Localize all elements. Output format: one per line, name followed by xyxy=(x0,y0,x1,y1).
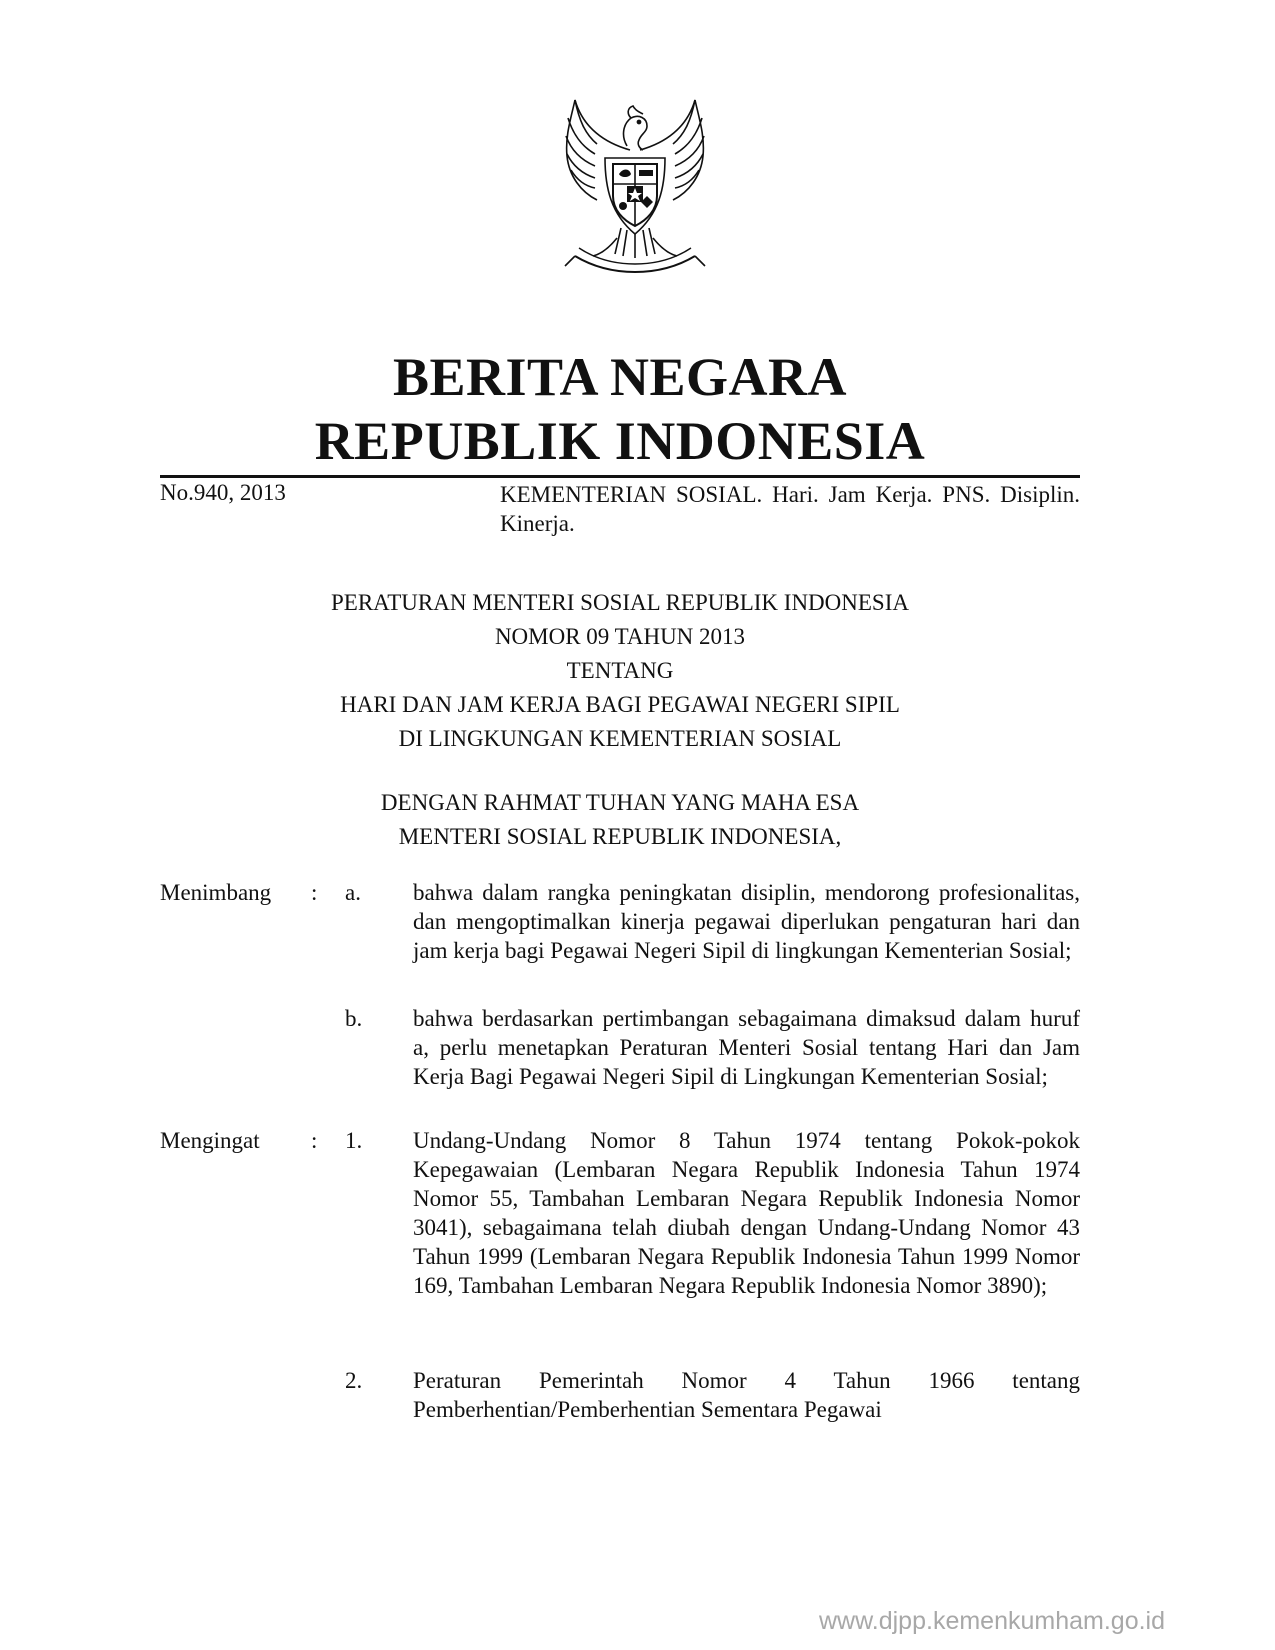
issue-number: No.940, 2013 xyxy=(160,480,286,505)
mengingat-label: Mengingat xyxy=(160,1128,260,1153)
regulation-title-line3: TENTANG xyxy=(566,658,674,683)
mengingat-item-2-marker: 2. xyxy=(345,1368,363,1393)
mengingat-item-2-text: Peraturan Pemerintah Nomor 4 Tahun 1966 tentang Pemberhentian/Pemberhentian Sementara Pegawai xyxy=(413,1368,1080,1422)
menimbang-label: Menimbang xyxy=(160,880,272,905)
regulation-title-line5: DI LINGKUNGAN KEMENTERIAN SOSIAL xyxy=(398,726,842,751)
watermark-url: www.djpp.kemenkumham.go.id xyxy=(819,1607,1165,1635)
regulation-title-line2: NOMOR 09 TAHUN 2013 xyxy=(494,624,746,649)
preamble-line2: MENTERI SOSIAL REPUBLIK INDONESIA, xyxy=(398,824,842,849)
garuda-pancasila-emblem-icon xyxy=(535,88,735,278)
menimbang-item-a-marker: a. xyxy=(345,880,361,905)
masthead-divider xyxy=(160,475,1080,478)
mengingat-item-1-marker: 1. xyxy=(345,1128,363,1153)
menimbang-item-b-text: bahwa berdasarkan pertimbangan sebagaimana dimaksud dalam huruf a, perlu menetapkan Peraturan Menteri Sosial tentang Hari dan Jam Kerja Bagi Pegawai Negeri Sipil di Lingkungan Kementerian Sosial; xyxy=(413,1006,1080,1089)
menimbang-colon: : xyxy=(311,880,318,905)
regulation-title-line1: PERATURAN MENTERI SOSIAL REPUBLIK INDONESIA xyxy=(331,590,909,615)
regulation-title-block xyxy=(160,586,1080,756)
masthead-title-line2: REPUBLIK INDONESIA xyxy=(314,411,926,471)
regulation-title-line4: HARI DAN JAM KERJA BAGI PEGAWAI NEGERI SIPIL xyxy=(340,692,900,717)
issue-description: KEMENTERIAN SOSIAL. Hari. Jam Kerja. PNS. Disiplin. Kinerja. xyxy=(500,482,1080,536)
mengingat-item-1-text: Undang-Undang Nomor 8 Tahun 1974 tentang Pokok-pokok Kepegawaian (Lembaran Negara Republik Indonesia Tahun 1974 Nomor 55, Tambahan Lembaran Negara Republik Indonesia Nomor 3041), sebagaimana telah diubah dengan Undang-Undang Nomor 43 Tahun 1999 (Lembaran Negara Republik Indonesia Tahun 1999 Nomor 169, Tambahan Lembaran Negara Republik Indonesia Nomor 3890); xyxy=(413,1128,1080,1298)
masthead-title-line1: BERITA NEGARA xyxy=(392,347,848,407)
menimbang-item-b-marker: b. xyxy=(345,1006,363,1031)
mengingat-colon: : xyxy=(311,1128,318,1153)
menimbang-item-a-text: bahwa dalam rangka peningkatan disiplin, mendorong profesionalitas, dan mengoptimalkan kinerja pegawai diperlukan pengaturan hari dan jam kerja bagi Pegawai Negeri Sipil di lingkungan Kementerian Sosial; xyxy=(413,880,1080,963)
preamble-block xyxy=(160,786,1080,854)
preamble-line1: DENGAN RAHMAT TUHAN YANG MAHA ESA xyxy=(380,790,860,815)
